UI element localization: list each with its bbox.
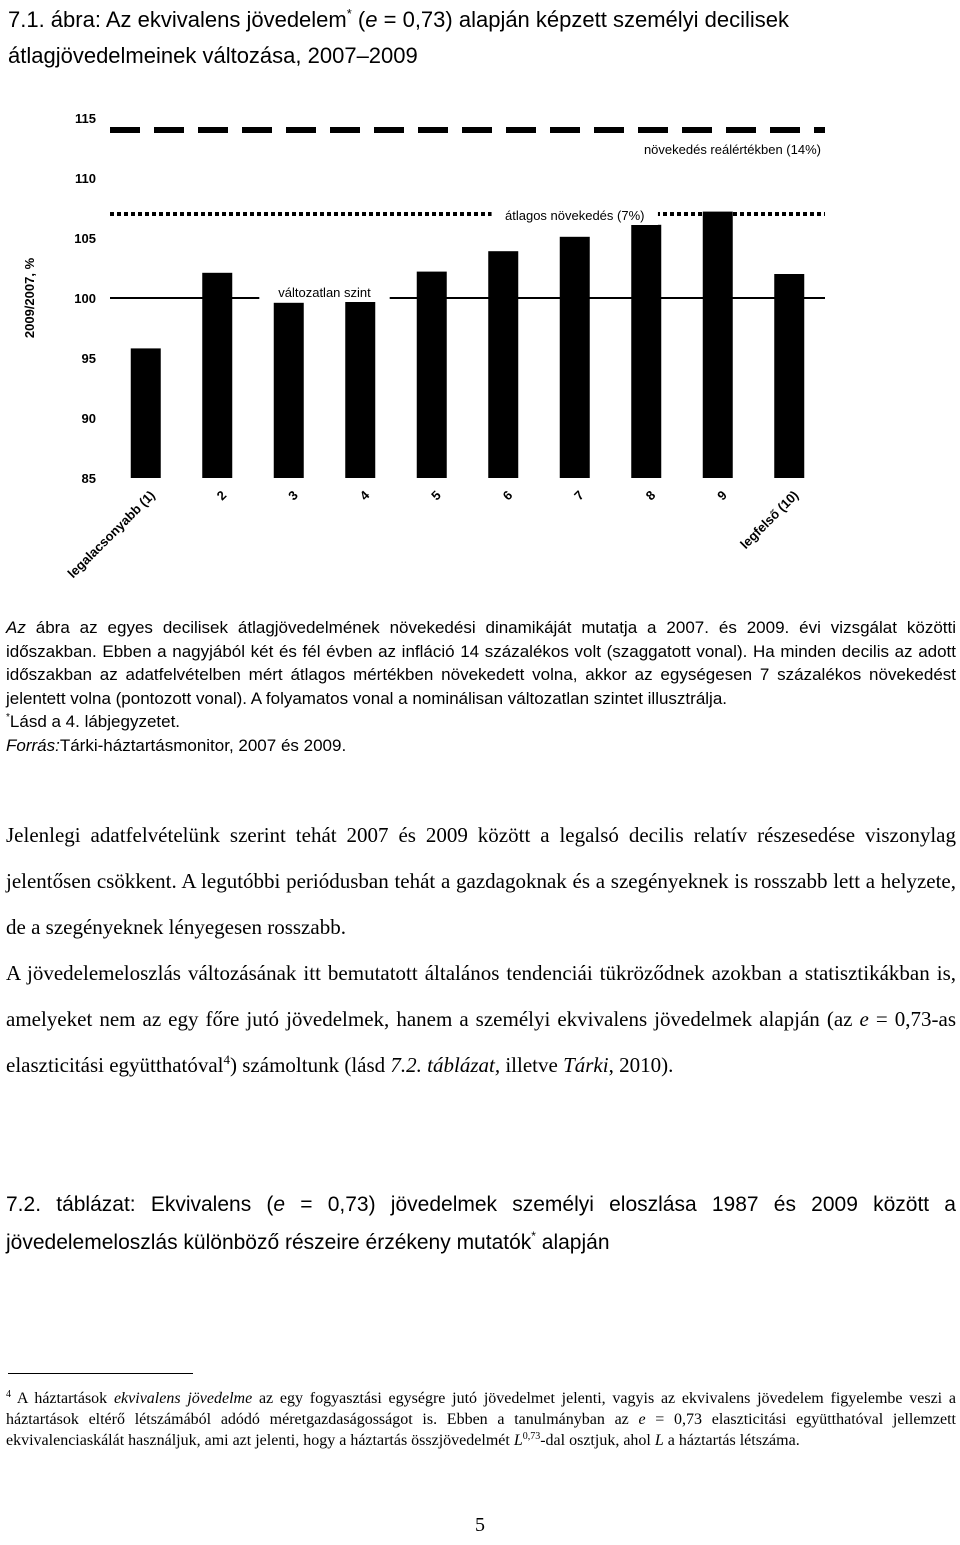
x-tick-label: 9 <box>714 487 730 504</box>
footnote-text: = 0,73 elaszticitási együtthatóval jellemzett ekvivalenciaskálát használjuk, ami azt jelenti, hogy a háztartás összjövedelmét <box>6 1411 956 1449</box>
body-text-run: illetve <box>500 1053 564 1077</box>
body-text-run: = 0,73-as elaszticitási együtthatóval <box>6 1007 956 1077</box>
table-title-text: = 0,73) jövedelmek személyi eloszlása 1987 és 2009 között a jövedelemeloszlás különböző részeire érzékeny mutatók <box>6 1193 956 1254</box>
footnote-L: L <box>513 1432 523 1449</box>
bar <box>488 251 518 478</box>
x-tick-label: 2 <box>213 487 230 504</box>
x-axis-labels <box>65 487 802 581</box>
body-text-run: , 2010). <box>608 1053 674 1077</box>
figure-title-e: e <box>365 7 378 32</box>
bar <box>774 274 804 478</box>
footnote-text: A háztartások <box>11 1390 114 1407</box>
body-paragraph-1: Jelenlegi adatfelvételünk szerint tehát 2007 és 2009 között a legalsó decilis relatív részesedése viszonylag jelentősen csökkent. A legutóbbi periódusban tehát a gazdagoknak és a szegényeknek is rosszabb lett a helyzete, de a szegényeknek lényegesen rosszabb. <box>6 823 956 939</box>
table-title-e: e <box>273 1193 286 1216</box>
footnote-text: az egy fogyasztási egységre jutó jövedelmet jelenti, vagyis az ekvivalens jövedelem figyelembe veszi a háztartások eltérő létszámából adódó méretgazdaságosságot is. Ebben a tanulmányban az <box>6 1390 956 1428</box>
footnote-text: -dal osztjuk, ahol <box>540 1432 655 1449</box>
figure-title-text: ( <box>351 7 366 32</box>
caption-paragraph <box>6 616 956 710</box>
reference-line-label: változatlan szint <box>278 285 371 300</box>
body-paragraph-2 <box>6 950 956 1088</box>
y-axis <box>74 111 96 486</box>
bar <box>345 299 375 478</box>
bar <box>703 212 733 478</box>
x-tick-label: 7 <box>571 487 587 504</box>
body-text-run: A jövedelemeloszlás változásának itt bemutatott általános tendenciái tükröződnek azokban a statisztikákban is, amelyeket nem az egy főre jutó jövedelmek, hanem a személyi ekvivalens jövedelmek alapján (az <box>6 961 956 1031</box>
body-text <box>6 812 956 1088</box>
bar <box>274 303 304 478</box>
x-tick-label: 3 <box>285 487 301 504</box>
caption-source <box>6 734 956 758</box>
source-label: Forrás: <box>6 735 60 755</box>
figure-caption <box>6 616 956 758</box>
caption-text: ábra az egyes decilisek átlagjövedelmének növekedési dinamikáját mutatja a 2007. és 2009. évi vizsgálat közötti időszakban. Ebben a nagyjából két és fél évben az infláció 14 százalékos volt (szaggatott vonal). Ha minden decilis az adott időszakban az adatfelvételben mért átlagos mértékben növekedett volna, akkor az egységesen 7 százalékos növekedést jelentett volna (pontozott vonal). A folyamatos vonal a nominálisan változatlan szintet illusztrálja. <box>6 618 956 708</box>
y-tick-label: 95 <box>81 351 96 366</box>
footnote-term: ekvivalens jövedelme <box>113 1390 253 1407</box>
caption-star: * <box>6 712 10 724</box>
reference-line-label: növekedés reálértékben (14%) <box>643 142 821 157</box>
y-tick-label: 100 <box>74 291 96 306</box>
x-tick-label: 8 <box>642 487 659 504</box>
caption-ref-text: Lásd a 4. lábjegyzetet. <box>9 712 181 732</box>
x-tick-label: 5 <box>428 487 444 504</box>
bar <box>202 273 232 478</box>
y-tick-label: 90 <box>81 411 96 426</box>
bar <box>417 272 447 478</box>
bar <box>131 348 161 478</box>
table-reference: 7.2. táblázat, <box>390 1053 501 1077</box>
y-tick-label: 110 <box>75 171 96 186</box>
footnote-L: L <box>654 1432 664 1449</box>
page-number: 5 <box>475 1514 485 1536</box>
bar <box>560 237 590 478</box>
x-tick-label: 4 <box>356 487 373 504</box>
y-tick-label: 105 <box>74 231 96 246</box>
y-tick-label: 115 <box>75 111 96 126</box>
footnote-4 <box>6 1388 956 1451</box>
caption-footnote-ref <box>6 710 956 734</box>
body-e: e <box>859 1007 869 1031</box>
footnote-ref-4[interactable]: 4 <box>223 1052 231 1067</box>
citation-author: Tárki <box>563 1053 609 1077</box>
table-title-text: alapján <box>535 1231 610 1254</box>
bars <box>131 212 805 478</box>
footnote-number: 4 <box>6 1389 11 1400</box>
bar <box>631 225 661 478</box>
table-title <box>6 1186 956 1262</box>
footnote-divider <box>8 1373 193 1374</box>
table-title-star: * <box>531 1229 536 1243</box>
x-tick-label: legalacsonyabb (1) <box>64 487 158 581</box>
body-text-run: ) számoltunk (lásd <box>230 1053 391 1077</box>
caption-az: Az <box>6 618 26 637</box>
y-tick-label: 85 <box>81 471 96 486</box>
footnote-exponent: 0,73 <box>522 1431 541 1442</box>
bar-chart <box>0 100 960 610</box>
footnote-e: e <box>638 1411 646 1428</box>
figure-title-text: 7.1. ábra: Az ekvivalens jövedelem <box>8 7 347 32</box>
figure-title <box>8 2 958 74</box>
x-tick-label: 6 <box>499 487 516 504</box>
table-title-text: 7.2. táblázat: Ekvivalens ( <box>6 1193 274 1216</box>
y-axis-label: 2009/2007, % <box>22 257 37 339</box>
figure-title-text: = 0,73) alapján képzett személyi decilisek átlagjövedelmeinek változása, 2007–2009 <box>8 7 790 68</box>
footnote-text: a háztartás létszáma. <box>663 1432 800 1449</box>
reference-line-label: átlagos növekedés (7%) <box>505 208 645 223</box>
source-text: Tárki-háztartásmonitor, 2007 és 2009. <box>59 735 347 755</box>
x-tick-label: legfelső (10) <box>737 487 802 552</box>
figure-title-star: * <box>346 6 352 21</box>
